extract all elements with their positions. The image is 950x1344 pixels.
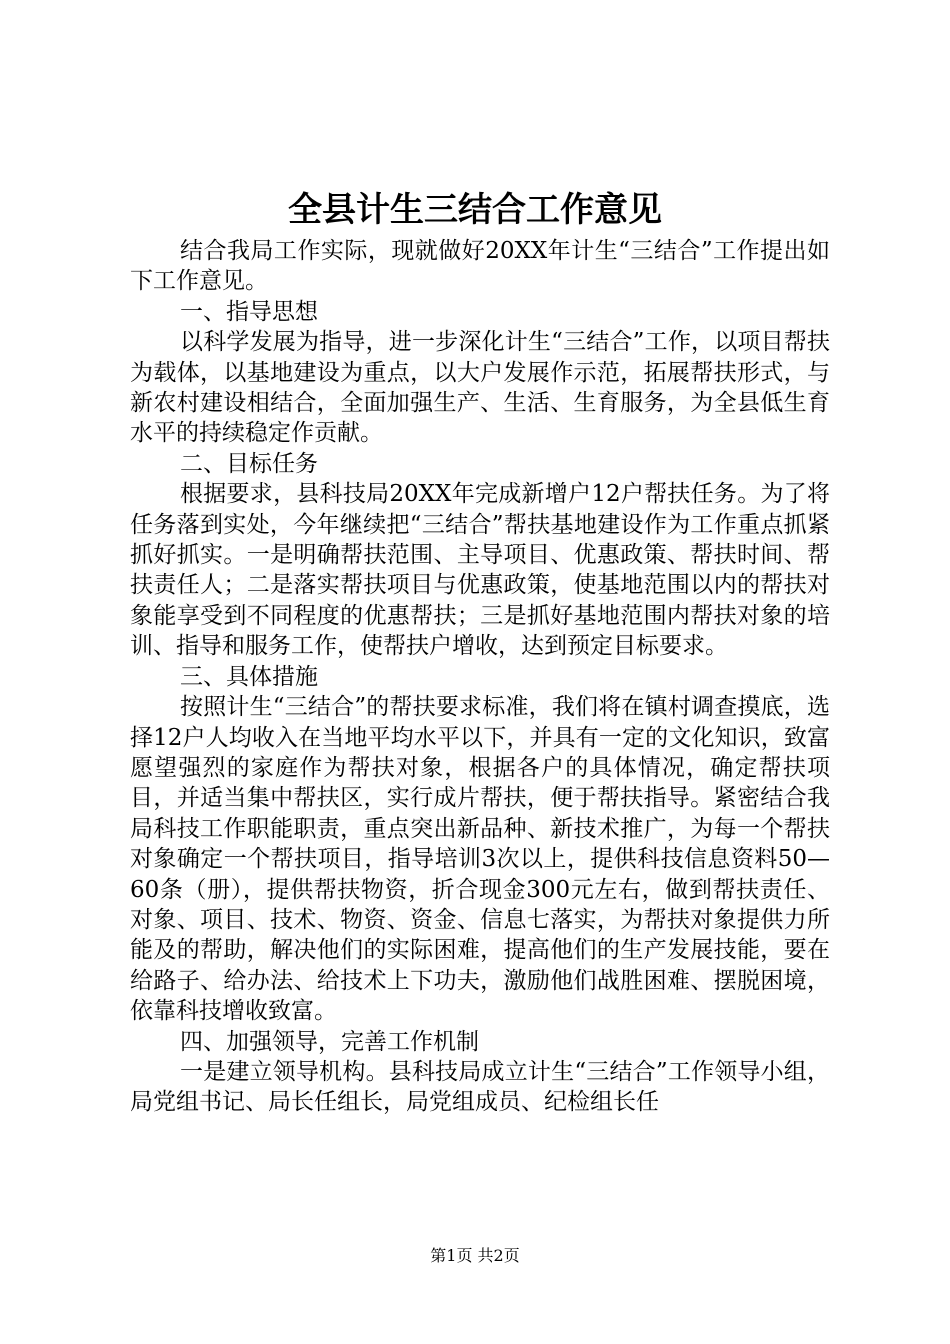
paragraph-goals: 根据要求，县科技局20XX年完成新增户12户帮扶任务。为了将任务落到实处，今年继续把“三结合”帮扶基地建设作为工作重点抓紧抓好抓实。一是明确帮扶范围、主导项目、优惠政策、帮扶时间、帮扶责任人；二是落实帮扶项目与优惠政策，使基地范围以内的帮扶对象能享受到不同程度的优惠帮扶；三是抓好基地范围内帮扶对象的培训、指导和服务工作，使帮扶户增收，达到预定目标要求。 xyxy=(130,481,830,660)
paragraph-leadership: 一是建立领导机构。县科技局成立计生“三结合”工作领导小组，局党组书记、局长任组长，局党组成员、纪检组长任 xyxy=(130,1058,830,1116)
paragraph-measures: 按照计生“三结合”的帮扶要求标准，我们将在镇村调查摸底，选择12户人均收入在当地平均水平以下，并具有一定的文化知识，致富愿望强烈的家庭作为帮扶对象，根据各户的具体情况，确定帮扶项目，并适当集中帮扶区，实行成片帮扶，便于帮扶指导。紧密结合我局科技工作职能职责，重点突出新品种、新技术推广，为每一个帮扶对象确定一个帮扶项目，指导培训3次以上，提供科技信息资料50—60条（册），提供帮扶物资，折合现金300元左右，做到帮扶责任、对象、项目、技术、物资、资金、信息七落实，为帮扶对象提供力所能及的帮助，解决他们的实际困难，提高他们的生产发展技能，要在给路子、给办法、给技术上下功夫，激励他们战胜困难、摆脱困境，依靠科技增收致富。 xyxy=(130,694,830,1025)
document-title: 全县计生三结合工作意见 xyxy=(288,190,662,230)
section-heading-1: 一、指导思想 xyxy=(180,298,318,325)
page-number-footer: 第1页 共2页 xyxy=(430,1246,520,1265)
paragraph-guiding-thought: 以科学发展为指导，进一步深化计生“三结合”工作，以项目帮扶为载体，以基地建设为重点，以大户发展作示范，拓展帮扶形式，与新农村建设相结合，全面加强生产、生活、生育服务，为全县低生育水平的持续稳定作贡献。 xyxy=(130,329,830,447)
section-heading-3: 三、具体措施 xyxy=(180,663,318,690)
document-body xyxy=(130,236,830,1118)
paragraph-intro: 结合我局工作实际，现就做好20XX年计生“三结合”工作提出如下工作意见。 xyxy=(130,238,830,295)
section-heading-4: 四、加强领导，完善工作机制 xyxy=(180,1028,479,1055)
section-heading-2: 二、目标任务 xyxy=(180,450,318,477)
